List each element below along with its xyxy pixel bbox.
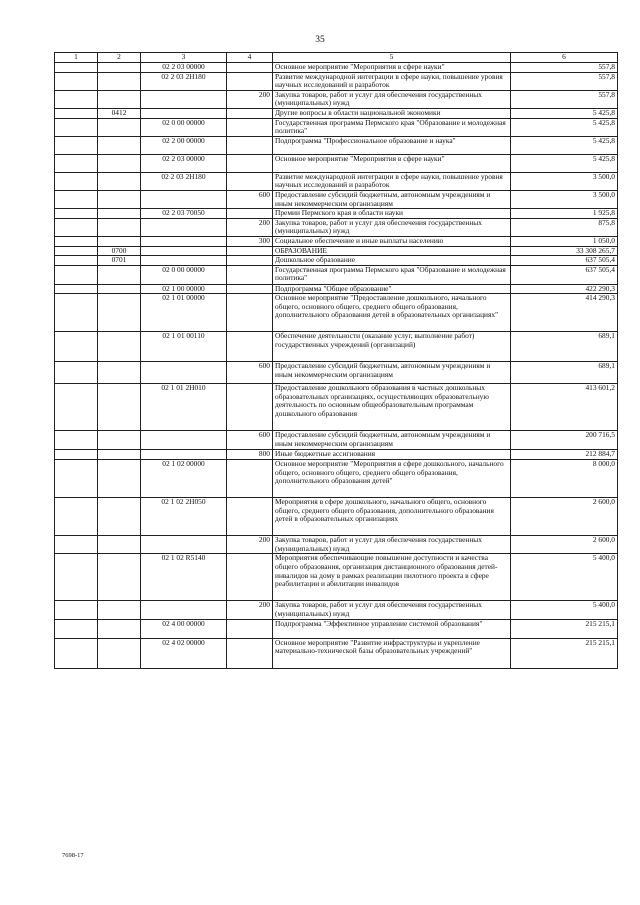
cell-col-4 bbox=[227, 136, 273, 154]
budget-table bbox=[54, 52, 618, 669]
cell-col-2 bbox=[98, 265, 141, 284]
cell-col-2 bbox=[98, 154, 141, 172]
cell-col-4 bbox=[227, 498, 273, 536]
cell-col-4 bbox=[227, 108, 273, 118]
cell-col-2 bbox=[98, 294, 141, 332]
cell-col-5: Подпрограмма "Профессиональное образование и наука" bbox=[273, 136, 511, 154]
cell-col-1 bbox=[55, 554, 98, 601]
cell-col-4 bbox=[227, 384, 273, 431]
table-row bbox=[55, 209, 618, 219]
header-col-4: 4 bbox=[227, 53, 273, 63]
cell-col-3: 02 4 00 00000 bbox=[141, 619, 227, 638]
table-row bbox=[55, 638, 618, 668]
table-row bbox=[55, 498, 618, 536]
cell-col-2 bbox=[98, 236, 141, 246]
cell-col-1 bbox=[55, 619, 98, 638]
table-header-row bbox=[55, 53, 618, 63]
cell-col-2 bbox=[98, 362, 141, 384]
cell-col-1 bbox=[55, 209, 98, 219]
cell-col-6: 2 600,0 bbox=[511, 536, 618, 554]
cell-col-1 bbox=[55, 218, 98, 236]
cell-col-1 bbox=[55, 236, 98, 246]
cell-col-2 bbox=[98, 332, 141, 362]
cell-col-2 bbox=[98, 601, 141, 619]
cell-col-6: 689,1 bbox=[511, 362, 618, 384]
cell-col-5: Предоставление субсидий бюджетным, автономным учреждениям и иным некоммерческим организациям bbox=[273, 431, 511, 450]
cell-col-1 bbox=[55, 431, 98, 450]
cell-col-2 bbox=[98, 218, 141, 236]
cell-col-3 bbox=[141, 450, 227, 460]
cell-col-5: Основное мероприятие "Мероприятия в сфере науки" bbox=[273, 63, 511, 73]
cell-col-1 bbox=[55, 450, 98, 460]
table-row bbox=[55, 284, 618, 294]
cell-col-5: Обеспечение деятельности (оказание услуг, выполнение работ) государственных учреждений (организаций) bbox=[273, 332, 511, 362]
cell-col-3 bbox=[141, 190, 227, 208]
cell-col-5: Государственная программа Пермского края "Образование и молодежная политика" bbox=[273, 265, 511, 284]
cell-col-2 bbox=[98, 209, 141, 219]
table-row bbox=[55, 332, 618, 362]
cell-col-3: 02 1 00 00000 bbox=[141, 284, 227, 294]
cell-col-1 bbox=[55, 498, 98, 536]
header-col-6: 6 bbox=[511, 53, 618, 63]
cell-col-6: 689,1 bbox=[511, 332, 618, 362]
cell-col-3 bbox=[141, 601, 227, 619]
table-row bbox=[55, 450, 618, 460]
cell-col-4: 200 bbox=[227, 218, 273, 236]
cell-col-5: Дошкольное образование bbox=[273, 256, 511, 266]
cell-col-5: Подпрограмма "Общее образование" bbox=[273, 284, 511, 294]
cell-col-4 bbox=[227, 154, 273, 172]
table-row bbox=[55, 90, 618, 108]
cell-col-2 bbox=[98, 118, 141, 136]
cell-col-5: Мероприятия в сфере дошкольного, начального общего, основного общего, среднего общего образования, дополнительного образования детей в образовательных организациях bbox=[273, 498, 511, 536]
cell-col-4 bbox=[227, 638, 273, 668]
cell-col-5: Основное мероприятие "Развитие инфраструктуры и укрепление материально-технической базы образовательных учреждений" bbox=[273, 638, 511, 668]
cell-col-5: Премии Пермского края в области науки bbox=[273, 209, 511, 219]
table-row bbox=[55, 154, 618, 172]
cell-col-4 bbox=[227, 72, 273, 90]
table-row bbox=[55, 136, 618, 154]
cell-col-3 bbox=[141, 362, 227, 384]
table-row bbox=[55, 236, 618, 246]
cell-col-3 bbox=[141, 256, 227, 266]
table-row bbox=[55, 601, 618, 619]
cell-col-4 bbox=[227, 554, 273, 601]
cell-col-1 bbox=[55, 172, 98, 190]
cell-col-6: 637 505,4 bbox=[511, 265, 618, 284]
cell-col-6: 5 400,0 bbox=[511, 601, 618, 619]
cell-col-3: 02 1 02 2Н050 bbox=[141, 498, 227, 536]
table-row bbox=[55, 108, 618, 118]
cell-col-2 bbox=[98, 284, 141, 294]
cell-col-3: 02 2 00 00000 bbox=[141, 136, 227, 154]
cell-col-1 bbox=[55, 332, 98, 362]
cell-col-3: 02 1 01 00000 bbox=[141, 294, 227, 332]
cell-col-3: 02 0 00 00000 bbox=[141, 265, 227, 284]
table-row bbox=[55, 619, 618, 638]
cell-col-5: Основное мероприятие "Мероприятия в сфере науки" bbox=[273, 154, 511, 172]
cell-col-1 bbox=[55, 90, 98, 108]
cell-col-4 bbox=[227, 172, 273, 190]
cell-col-4 bbox=[227, 118, 273, 136]
cell-col-1 bbox=[55, 136, 98, 154]
cell-col-3: 02 2 03 00000 bbox=[141, 63, 227, 73]
cell-col-3: 02 2 03 00000 bbox=[141, 154, 227, 172]
table-row bbox=[55, 431, 618, 450]
header-col-2: 2 bbox=[98, 53, 141, 63]
table-row bbox=[55, 172, 618, 190]
cell-col-3: 02 1 02 00000 bbox=[141, 460, 227, 498]
cell-col-6: 5 425,8 bbox=[511, 108, 618, 118]
cell-col-5: Подпрограмма "Эффективное управление системой образования" bbox=[273, 619, 511, 638]
cell-col-6: 422 290,3 bbox=[511, 284, 618, 294]
cell-col-6: 1 925,8 bbox=[511, 209, 618, 219]
table-row bbox=[55, 118, 618, 136]
cell-col-5: Основное мероприятие "Мероприятия в сфере дошкольного, начального общего, основного общего, среднего общего образования, дополнительного образования детей" bbox=[273, 460, 511, 498]
cell-col-2 bbox=[98, 450, 141, 460]
cell-col-1 bbox=[55, 190, 98, 208]
table-row bbox=[55, 460, 618, 498]
cell-col-4: 300 bbox=[227, 236, 273, 246]
document-code: 7698-17 bbox=[62, 852, 84, 859]
cell-col-1 bbox=[55, 294, 98, 332]
cell-col-6: 3 500,0 bbox=[511, 190, 618, 208]
cell-col-3 bbox=[141, 246, 227, 256]
cell-col-2 bbox=[98, 172, 141, 190]
cell-col-3 bbox=[141, 218, 227, 236]
cell-col-1 bbox=[55, 256, 98, 266]
cell-col-3: 02 1 01 2Н010 bbox=[141, 384, 227, 431]
page-number: 35 bbox=[315, 35, 325, 45]
table-row bbox=[55, 294, 618, 332]
cell-col-1 bbox=[55, 601, 98, 619]
cell-col-3 bbox=[141, 431, 227, 450]
cell-col-5: Основное мероприятие "Предоставление дошкольного, начального общего, основного общего, среднего общего образования, дополнительного образования детей в образовательных организациях" bbox=[273, 294, 511, 332]
cell-col-5: Социальное обеспечение и иные выплаты населению bbox=[273, 236, 511, 246]
cell-col-5: Закупка товаров, работ и услуг для обеспечения государственных (муниципальных) нужд bbox=[273, 218, 511, 236]
cell-col-6: 33 308 265,7 bbox=[511, 246, 618, 256]
cell-col-2 bbox=[98, 431, 141, 450]
cell-col-5: Государственная программа Пермского края "Образование и молодежная политика" bbox=[273, 118, 511, 136]
cell-col-5: ОБРАЗОВАНИЕ bbox=[273, 246, 511, 256]
cell-col-6: 5 400,0 bbox=[511, 554, 618, 601]
cell-col-4 bbox=[227, 460, 273, 498]
cell-col-4 bbox=[227, 265, 273, 284]
cell-col-4: 600 bbox=[227, 190, 273, 208]
cell-col-3 bbox=[141, 90, 227, 108]
cell-col-5: Предоставление дошкольного образования в частных дошкольных образовательных организациях, осуществляющих образовательную деятельность по основным общеобразовательным программам дошкольного образования bbox=[273, 384, 511, 431]
cell-col-4 bbox=[227, 209, 273, 219]
cell-col-2 bbox=[98, 72, 141, 90]
cell-col-3: 02 1 02 R5140 bbox=[141, 554, 227, 601]
cell-col-5: Закупка товаров, работ и услуг для обеспечения государственных (муниципальных) нужд bbox=[273, 536, 511, 554]
cell-col-5: Закупка товаров, работ и услуг для обеспечения государственных (муниципальных) нужд bbox=[273, 90, 511, 108]
cell-col-1 bbox=[55, 460, 98, 498]
table-row bbox=[55, 265, 618, 284]
cell-col-5: Предоставление субсидий бюджетным, автономным учреждениям и иным некоммерческим организациям bbox=[273, 190, 511, 208]
cell-col-4: 200 bbox=[227, 536, 273, 554]
cell-col-5: Закупка товаров, работ и услуг для обеспечения государственных (муниципальных) нужд bbox=[273, 601, 511, 619]
table-row bbox=[55, 246, 618, 256]
cell-col-6: 557,8 bbox=[511, 63, 618, 73]
cell-col-1 bbox=[55, 384, 98, 431]
cell-col-3: 02 1 01 00110 bbox=[141, 332, 227, 362]
cell-col-6: 215 215,1 bbox=[511, 619, 618, 638]
cell-col-4 bbox=[227, 284, 273, 294]
cell-col-4: 800 bbox=[227, 450, 273, 460]
cell-col-4: 200 bbox=[227, 601, 273, 619]
cell-col-1 bbox=[55, 536, 98, 554]
cell-col-2: 0700 bbox=[98, 246, 141, 256]
cell-col-4: 200 bbox=[227, 90, 273, 108]
cell-col-2 bbox=[98, 536, 141, 554]
cell-col-3: 02 2 03 2Н180 bbox=[141, 72, 227, 90]
cell-col-1 bbox=[55, 108, 98, 118]
cell-col-2 bbox=[98, 498, 141, 536]
cell-col-5: Иные бюджетные ассигнования bbox=[273, 450, 511, 460]
cell-col-2: 0701 bbox=[98, 256, 141, 266]
cell-col-1 bbox=[55, 638, 98, 668]
cell-col-1 bbox=[55, 154, 98, 172]
cell-col-2: 0412 bbox=[98, 108, 141, 118]
header-col-3: 3 bbox=[141, 53, 227, 63]
cell-col-5: Развитие международной интеграции в сфере науки, повышение уровня научных исследований и разработок bbox=[273, 172, 511, 190]
cell-col-3 bbox=[141, 236, 227, 246]
cell-col-6: 212 884,7 bbox=[511, 450, 618, 460]
table-row bbox=[55, 536, 618, 554]
cell-col-4 bbox=[227, 246, 273, 256]
cell-col-4 bbox=[227, 63, 273, 73]
cell-col-2 bbox=[98, 460, 141, 498]
cell-col-1 bbox=[55, 63, 98, 73]
cell-col-4 bbox=[227, 619, 273, 638]
cell-col-6: 875,8 bbox=[511, 218, 618, 236]
cell-col-6: 5 425,8 bbox=[511, 136, 618, 154]
cell-col-1 bbox=[55, 284, 98, 294]
cell-col-5: Предоставление субсидий бюджетным, автономным учреждениям и иным некоммерческим организациям bbox=[273, 362, 511, 384]
cell-col-6: 1 050,0 bbox=[511, 236, 618, 246]
cell-col-5: Мероприятия обеспечивающие повышение доступности и качества общего образования, организация дистанционного образования детей-инвалидов на дому в рамках реализации пилотного проекта в сфере реабилитации и абилитации инвалидов bbox=[273, 554, 511, 601]
cell-col-5: Другие вопросы в области национальной экономики bbox=[273, 108, 511, 118]
cell-col-6: 413 601,2 bbox=[511, 384, 618, 431]
table-row bbox=[55, 554, 618, 601]
cell-col-6: 2 600,0 bbox=[511, 498, 618, 536]
table-body bbox=[55, 63, 618, 669]
cell-col-6: 557,8 bbox=[511, 90, 618, 108]
cell-col-2 bbox=[98, 554, 141, 601]
table-row bbox=[55, 362, 618, 384]
cell-col-1 bbox=[55, 265, 98, 284]
cell-col-1 bbox=[55, 72, 98, 90]
cell-col-2 bbox=[98, 619, 141, 638]
table-row bbox=[55, 218, 618, 236]
cell-col-1 bbox=[55, 362, 98, 384]
cell-col-6: 637 505,4 bbox=[511, 256, 618, 266]
cell-col-1 bbox=[55, 118, 98, 136]
cell-col-6: 3 500,0 bbox=[511, 172, 618, 190]
cell-col-6: 8 000,0 bbox=[511, 460, 618, 498]
cell-col-4 bbox=[227, 256, 273, 266]
header-col-1: 1 bbox=[55, 53, 98, 63]
cell-col-4: 600 bbox=[227, 362, 273, 384]
cell-col-1 bbox=[55, 246, 98, 256]
cell-col-3: 02 2 03 2Н180 bbox=[141, 172, 227, 190]
cell-col-6: 414 290,3 bbox=[511, 294, 618, 332]
cell-col-6: 5 425,8 bbox=[511, 118, 618, 136]
table-row bbox=[55, 63, 618, 73]
cell-col-6: 557,8 bbox=[511, 72, 618, 90]
cell-col-3 bbox=[141, 536, 227, 554]
table-row bbox=[55, 190, 618, 208]
cell-col-2 bbox=[98, 384, 141, 431]
cell-col-3: 02 0 00 00000 bbox=[141, 118, 227, 136]
header-col-5: 5 bbox=[273, 53, 511, 63]
cell-col-6: 5 425,8 bbox=[511, 154, 618, 172]
table-row bbox=[55, 72, 618, 90]
cell-col-2 bbox=[98, 638, 141, 668]
cell-col-2 bbox=[98, 190, 141, 208]
table-row bbox=[55, 256, 618, 266]
cell-col-6: 200 716,5 bbox=[511, 431, 618, 450]
cell-col-6: 215 215,1 bbox=[511, 638, 618, 668]
cell-col-2 bbox=[98, 63, 141, 73]
cell-col-5: Развитие международной интеграции в сфере науки, повышение уровня научных исследований и разработок bbox=[273, 72, 511, 90]
cell-col-2 bbox=[98, 136, 141, 154]
table-row bbox=[55, 384, 618, 431]
cell-col-4 bbox=[227, 332, 273, 362]
cell-col-2 bbox=[98, 90, 141, 108]
cell-col-3: 02 4 02 00000 bbox=[141, 638, 227, 668]
cell-col-3 bbox=[141, 108, 227, 118]
cell-col-4 bbox=[227, 294, 273, 332]
cell-col-4: 600 bbox=[227, 431, 273, 450]
cell-col-3: 02 2 03 70050 bbox=[141, 209, 227, 219]
